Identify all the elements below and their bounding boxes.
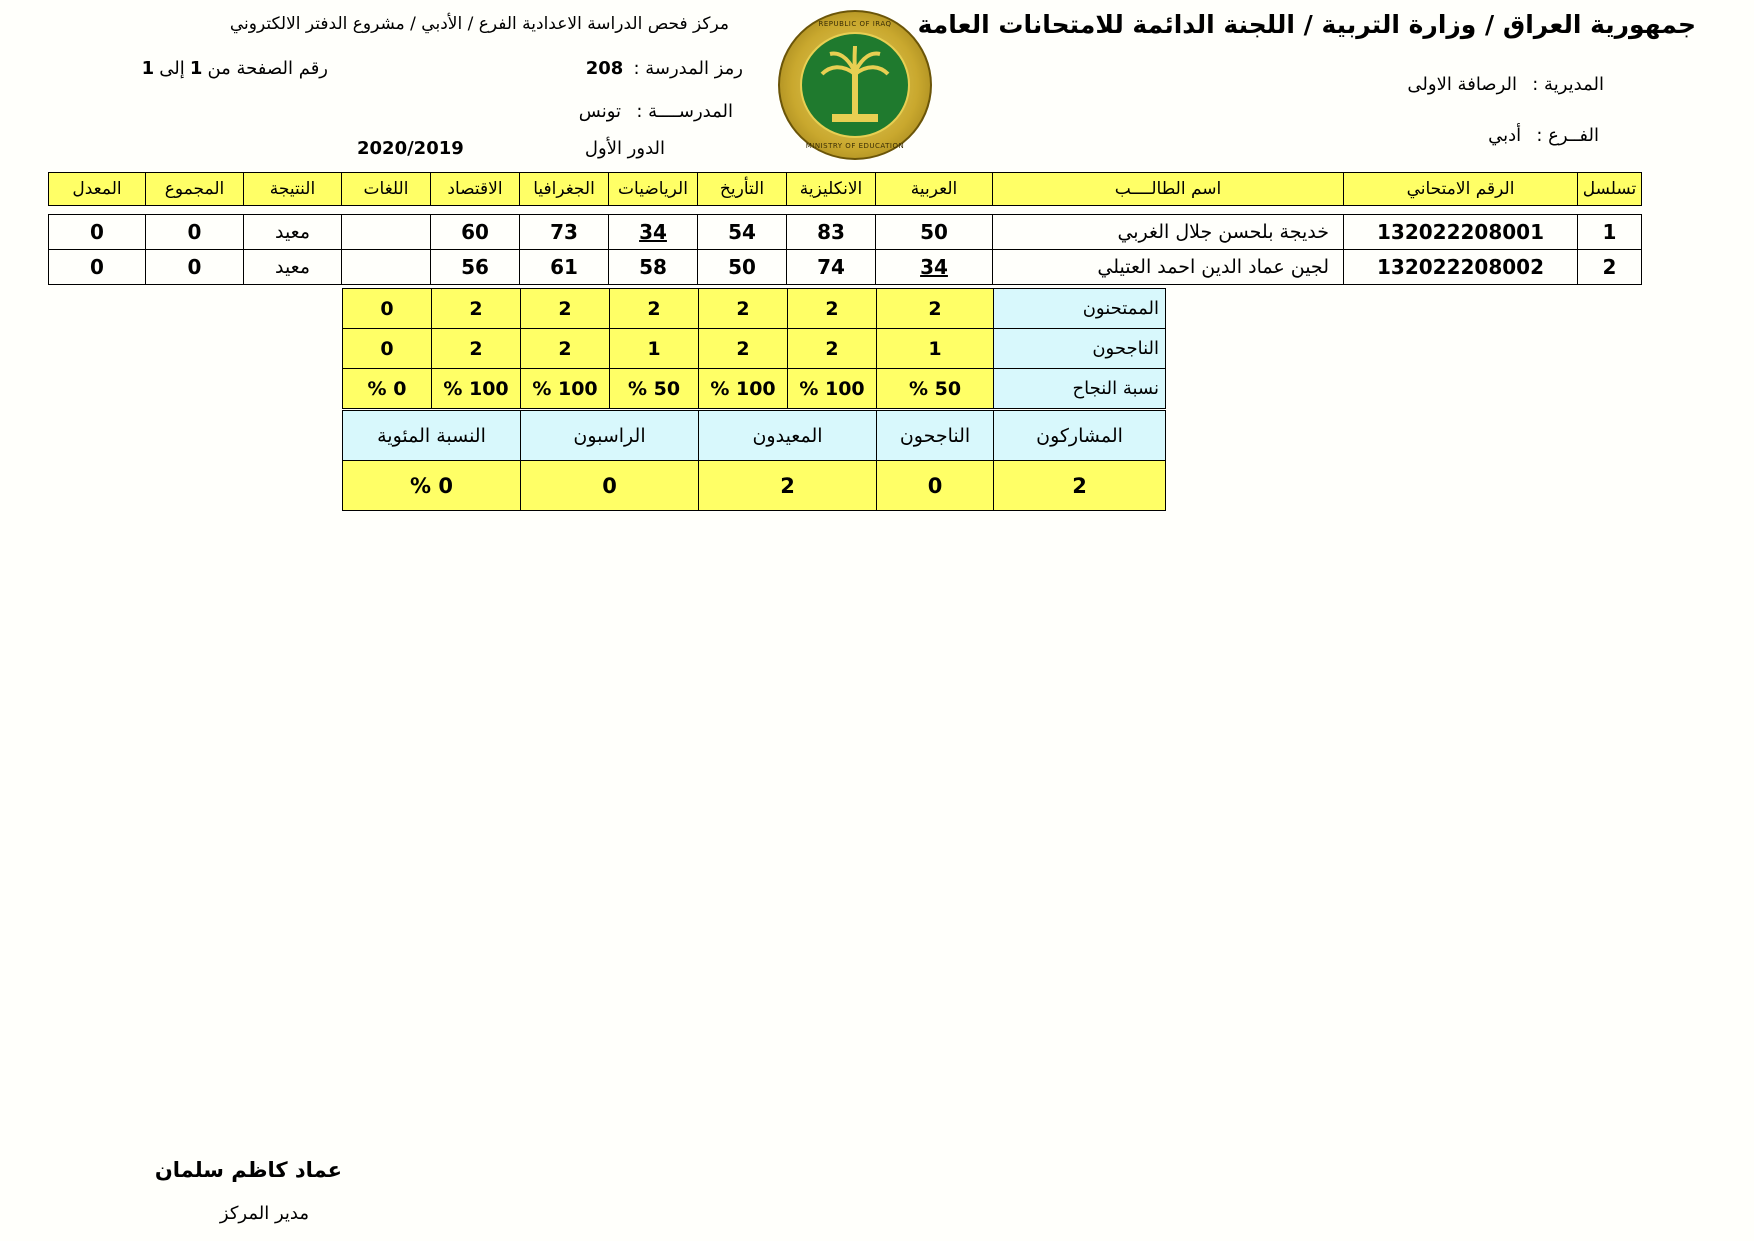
directorate-value: الرصافة الاولى bbox=[1407, 74, 1517, 95]
cell-exam-no: 132022208002 bbox=[1344, 250, 1578, 285]
stat-cell: 2 bbox=[521, 329, 610, 369]
school-code-label: رمز المدرسة : bbox=[633, 58, 743, 79]
marks-table bbox=[48, 214, 1642, 285]
stat-cell: 100 % bbox=[432, 369, 521, 409]
failed-label: الراسبون bbox=[521, 411, 699, 461]
summary-table bbox=[342, 410, 1166, 511]
cell-total: 0 bbox=[146, 215, 244, 250]
school bbox=[579, 101, 733, 122]
directorate-label: المديرية : bbox=[1532, 74, 1604, 95]
col-math: الرياضيات bbox=[609, 173, 698, 206]
examined-label: الممتحنون bbox=[994, 289, 1166, 329]
repeaters-label: المعيدون bbox=[699, 411, 877, 461]
page-title: جمهورية العراق / وزارة التربية / اللجنة الدائمة للامتحانات العامة bbox=[917, 10, 1696, 39]
cell-history: 50 bbox=[698, 250, 787, 285]
center-line: مركز فحص الدراسة الاعدادية الفرع / الأدبي / مشروع الدفتر الالكتروني bbox=[229, 14, 729, 34]
cell-name: خديجة بلحسن جلال الغربي bbox=[993, 215, 1344, 250]
repeaters-value: 2 bbox=[699, 461, 877, 511]
header-row bbox=[49, 173, 1642, 206]
cell-languages bbox=[342, 250, 431, 285]
exam-round: الدور الأول bbox=[584, 138, 665, 159]
rate-label: نسبة النجاح bbox=[994, 369, 1166, 409]
cell-english: 74 bbox=[787, 250, 876, 285]
cell-seq: 1 bbox=[1578, 215, 1642, 250]
stats-row-passed bbox=[343, 329, 1166, 369]
directorate bbox=[1407, 74, 1604, 95]
page-from: 1 bbox=[189, 58, 203, 79]
school-name: تونس bbox=[578, 101, 622, 122]
col-seq: تسلسل bbox=[1578, 173, 1642, 206]
stat-cell: 100 % bbox=[699, 369, 788, 409]
col-total: المجموع bbox=[146, 173, 244, 206]
cell-english: 83 bbox=[787, 215, 876, 250]
branch-value: أدبي bbox=[1488, 125, 1522, 146]
stats-row-examined bbox=[343, 289, 1166, 329]
table-row bbox=[49, 215, 1642, 250]
summary-value-row bbox=[343, 461, 1166, 511]
cell-average: 0 bbox=[49, 250, 146, 285]
stat-cell: 2 bbox=[788, 289, 877, 329]
col-geography: الجغرافيا bbox=[520, 173, 609, 206]
stat-cell: 1 bbox=[610, 329, 699, 369]
col-exam-no: الرقم الامتحاني bbox=[1344, 173, 1578, 206]
stat-cell: 2 bbox=[610, 289, 699, 329]
stats-row-rate bbox=[343, 369, 1166, 409]
col-languages: اللغات bbox=[342, 173, 431, 206]
cell-total: 0 bbox=[146, 250, 244, 285]
cell-result: معيد bbox=[244, 215, 342, 250]
col-history: التأريخ bbox=[698, 173, 787, 206]
cell-exam-no: 132022208001 bbox=[1344, 215, 1578, 250]
stat-cell: 2 bbox=[699, 289, 788, 329]
subject-stats-table bbox=[342, 288, 1166, 409]
col-english: الانكليزية bbox=[787, 173, 876, 206]
stat-cell: 0 bbox=[343, 329, 432, 369]
table-row bbox=[49, 250, 1642, 285]
participants-value: 2 bbox=[994, 461, 1166, 511]
summary-header-row bbox=[343, 411, 1166, 461]
cell-geography: 73 bbox=[520, 215, 609, 250]
cell-geography: 61 bbox=[520, 250, 609, 285]
cell-seq: 2 bbox=[1578, 250, 1642, 285]
branch-label: الفــرع : bbox=[1536, 125, 1599, 146]
page-to-label: إلى bbox=[159, 58, 185, 79]
manager-name: عماد كاظم سلمان bbox=[154, 1158, 342, 1182]
stat-cell: 1 bbox=[877, 329, 994, 369]
page-to: 1 bbox=[141, 58, 155, 79]
percentage-label: النسبة المئوية bbox=[343, 411, 521, 461]
stat-cell: 2 bbox=[788, 329, 877, 369]
school-code bbox=[586, 58, 743, 79]
cell-math: 58 bbox=[609, 250, 698, 285]
stat-cell: 100 % bbox=[788, 369, 877, 409]
percentage-value: 0 % bbox=[343, 461, 521, 511]
stat-cell: 2 bbox=[699, 329, 788, 369]
seal-bottom-text: MINISTRY OF EDUCATION bbox=[805, 142, 905, 150]
col-average: المعدل bbox=[49, 173, 146, 206]
col-name: اسم الطالــــب bbox=[993, 173, 1344, 206]
page-number bbox=[142, 58, 328, 79]
participants-label: المشاركون bbox=[994, 411, 1166, 461]
passed-value: 0 bbox=[877, 461, 994, 511]
cell-arabic-failed: 34 bbox=[876, 250, 993, 285]
stat-cell: 2 bbox=[877, 289, 994, 329]
stat-cell: 100 % bbox=[521, 369, 610, 409]
stat-cell: 50 % bbox=[610, 369, 699, 409]
stat-cell: 2 bbox=[432, 329, 521, 369]
stat-cell: 2 bbox=[521, 289, 610, 329]
marks-table-header bbox=[48, 172, 1642, 206]
cell-history: 54 bbox=[698, 215, 787, 250]
failed-value: 0 bbox=[521, 461, 699, 511]
school-label: المدرســــة : bbox=[636, 101, 733, 122]
stat-cell: 0 bbox=[343, 289, 432, 329]
cell-economics: 60 bbox=[431, 215, 520, 250]
manager-title: مدير المركز bbox=[219, 1203, 309, 1224]
palm-tree-icon bbox=[802, 34, 908, 136]
branch bbox=[1488, 125, 1599, 146]
col-arabic: العربية bbox=[876, 173, 993, 206]
cell-languages bbox=[342, 215, 431, 250]
cell-arabic: 50 bbox=[876, 215, 993, 250]
cell-average: 0 bbox=[49, 215, 146, 250]
passed-label: الناجحون bbox=[994, 329, 1166, 369]
page-label: رقم الصفحة من bbox=[207, 58, 328, 79]
stat-cell: 2 bbox=[432, 289, 521, 329]
seal-emblem bbox=[800, 32, 910, 138]
cell-economics: 56 bbox=[431, 250, 520, 285]
passed-label: الناجحون bbox=[877, 411, 994, 461]
col-economics: الاقتصاد bbox=[431, 173, 520, 206]
seal-top-text: REPUBLIC OF IRAQ bbox=[818, 20, 892, 28]
cell-math-failed: 34 bbox=[609, 215, 698, 250]
stat-cell: 0 % bbox=[343, 369, 432, 409]
cell-name: لجين عماد الدين احمد العتيلي bbox=[993, 250, 1344, 285]
ministry-seal bbox=[778, 10, 932, 160]
cell-result: معيد bbox=[244, 250, 342, 285]
col-result: النتيجة bbox=[244, 173, 342, 206]
stat-cell: 50 % bbox=[877, 369, 994, 409]
school-code-value: 208 bbox=[585, 58, 624, 79]
academic-year: 2020/2019 bbox=[357, 138, 464, 159]
